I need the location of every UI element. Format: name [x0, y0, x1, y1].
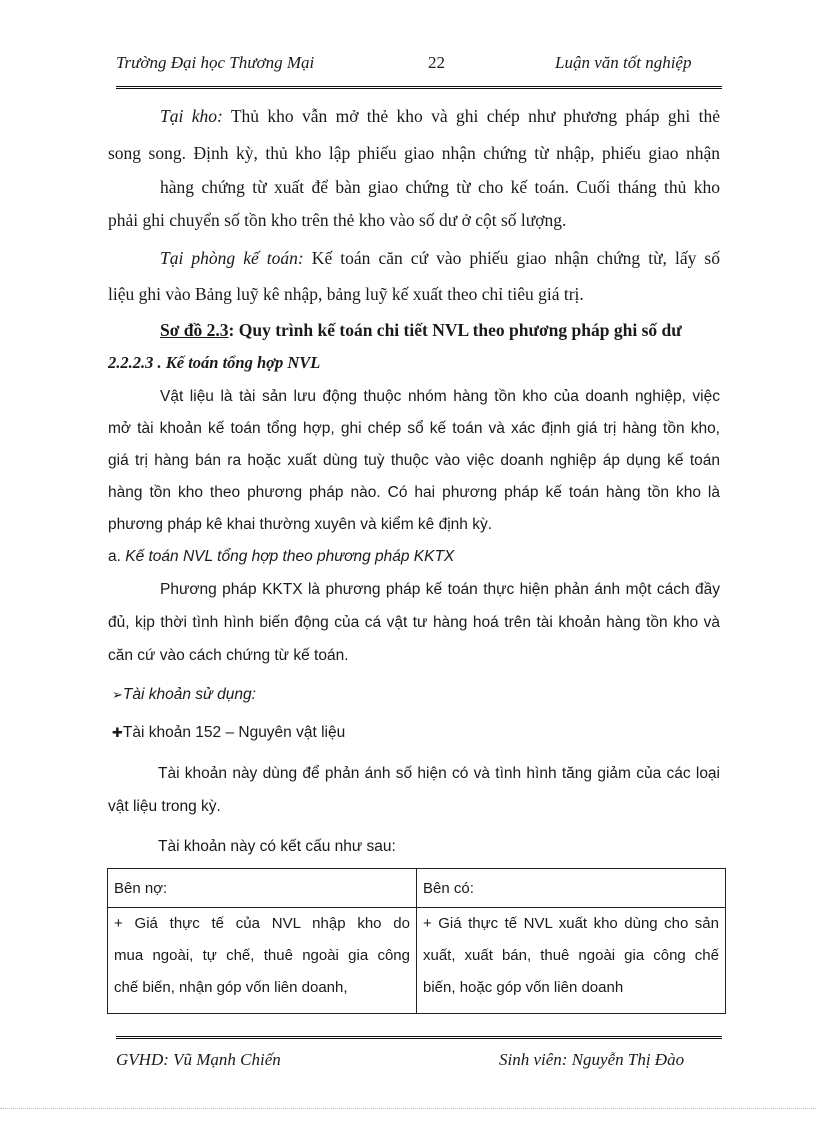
paragraph-3-line-2: mở tài khoản kế toán tổng hợp, ghi chép sổ kế toán và xác định giá trị hàng tồn kho,	[108, 420, 720, 437]
paragraph-4-line-3: căn cứ vào cách chứng từ kế toán.	[108, 647, 349, 664]
paragraph-1-line-1: Tại kho: Thủ kho vẫn mở thẻ kho và ghi chép như phương pháp ghi thẻ	[160, 106, 720, 126]
paragraph-4-line-2: đủ, kịp thời tình hình biến động của cá vật tư hàng hoá trên tài khoản hàng tồn kho và	[108, 614, 720, 631]
diagram-label: Sơ đồ 2.3	[160, 320, 229, 340]
header-doc-type: Luận văn tốt nghiệp	[555, 53, 692, 72]
paragraph-3-line-1: Vật liệu là tài sản lưu động thuộc nhóm hàng tồn kho của doanh nghiệp, việc	[160, 388, 720, 405]
header-school: Trường Đại học Thương Mại	[116, 53, 315, 72]
debit-header: Bên nợ:	[108, 869, 417, 908]
diagram-caption: Sơ đồ 2.3: Quy trình kế toán chi tiết NVL theo phương pháp ghi số dư	[160, 320, 682, 340]
paragraph-1-line-4: phải ghi chuyển số tồn kho trên thẻ kho vào số dư ở cột số lượng.	[108, 210, 567, 230]
paragraph-3-line-4: hàng tồn kho theo phương pháp nào. Có hai phương pháp kế toán hàng tồn kho là	[108, 484, 720, 501]
arrow-bullet-icon: ➢	[112, 687, 123, 702]
account-structure-table	[107, 868, 726, 1014]
paragraph-2-line-1: Tại phòng kế toán: Kế toán căn cứ vào phiếu giao nhận chứng từ, lấy số	[160, 248, 720, 268]
section-heading: 2.2.2.3 . Kế toán tổng hợp NVL	[108, 353, 321, 372]
credit-header: Bên có:	[417, 869, 726, 908]
page-number: 22	[428, 53, 445, 72]
credit-line: biến, hoặc góp vốn liên doanh	[423, 979, 624, 996]
footer-advisor: GVHD: Vũ Mạnh Chiến	[116, 1050, 281, 1069]
paragraph-1-label: Tại kho:	[160, 106, 223, 126]
page-edge-divider	[0, 1108, 816, 1109]
credit-line: xuất, xuất bán, thuê ngoài gia công chế	[423, 947, 719, 964]
debit-line: mua ngoài, tự chế, thuê ngoài gia công	[114, 947, 410, 964]
paragraph-4-line-1: Phương pháp KKTX là phương pháp kế toán thực hiện phản ánh một cách đầy	[160, 581, 720, 598]
structure-intro: Tài khoản này có kết cấu như sau:	[158, 838, 396, 855]
accounts-used: ➢Tài khoản sử dụng:	[112, 686, 256, 703]
subheading-a: a. Kế toán NVL tổng hợp theo phương pháp KKTX	[108, 548, 455, 565]
paragraph-2-label: Tại phòng kế toán:	[160, 248, 304, 268]
debit-line: chế biến, nhận góp vốn liên doanh,	[114, 979, 348, 996]
paragraph-3-line-5: phương pháp kê khai thường xuyên và kiểm kê định kỳ.	[108, 516, 493, 533]
paragraph-2-line-2: liệu ghi vào Bảng luỹ kê nhập, bảng luỹ kế xuất theo chỉ tiêu giá trị.	[108, 284, 584, 304]
paragraph-5-line-1: Tài khoản này dùng để phản ánh số hiện có và tình hình tăng giảm của các loại	[158, 765, 720, 782]
debit-line: + Giá thực tế của NVL nhập kho do	[114, 915, 410, 932]
paragraph-1-line-3: hàng chứng từ xuất để bàn giao chứng từ cho kế toán. Cuối tháng thủ kho	[160, 177, 720, 197]
footer-student: Sinh viên: Nguyễn Thị Đào	[499, 1050, 685, 1069]
paragraph-5-line-2: vật liệu trong kỳ.	[108, 798, 221, 815]
paragraph-3-line-3: giá trị hàng bán ra hoặc xuất dùng tuỳ thuộc vào việc doanh nghiệp áp dụng kế toán	[108, 452, 720, 469]
account-152: ✚Tài khoản 152 – Nguyên vật liệu	[112, 724, 346, 741]
cross-bullet-icon: ✚	[112, 725, 123, 740]
credit-line: + Giá thực tế NVL xuất kho dùng cho sản	[423, 915, 719, 932]
header-rule	[116, 86, 722, 89]
credit-cell	[417, 908, 726, 1014]
paragraph-1-line-2: song song. Định kỳ, thủ kho lập phiếu giao nhận chứng từ nhập, phiếu giao nhận	[108, 143, 720, 163]
footer-rule	[116, 1036, 722, 1039]
debit-cell	[108, 908, 417, 1014]
